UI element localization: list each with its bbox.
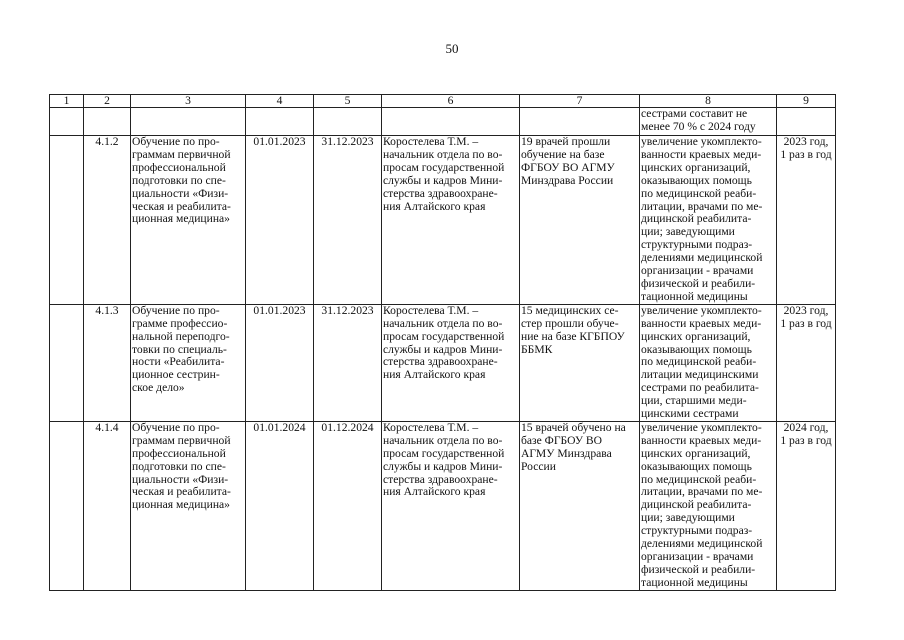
text-line: тационной медицины (641, 575, 748, 589)
responsible-cell (382, 136, 520, 305)
text-line: России (521, 459, 556, 473)
table-cell (50, 304, 84, 421)
text-line: 19 врачей прошли (521, 135, 611, 148)
table-row (50, 136, 836, 305)
text-line: службы и кадров Мини- (383, 342, 503, 356)
text-line: увеличение укомплекто- (641, 421, 762, 434)
text-line: дицинской реабилита- (641, 498, 752, 512)
text-line: оказывающих помощь (641, 173, 752, 187)
text-line: профессиональной (132, 446, 226, 460)
table-row (50, 421, 836, 590)
table-cell (50, 108, 84, 136)
text-line: подготовки по спе- (132, 173, 226, 187)
text-line: ции, старшими меди- (641, 394, 747, 408)
result-cell (520, 421, 640, 590)
continuation-row (50, 108, 836, 136)
column-header: 1 (50, 95, 84, 108)
text-line: 2024 год, (783, 421, 829, 434)
text-line: ББМК (521, 342, 553, 356)
column-header: 9 (777, 95, 836, 108)
text-line: стерства здравоохране- (383, 186, 498, 200)
column-header: 2 (84, 95, 131, 108)
text-line: 1 раз в год (780, 316, 832, 330)
activity-name-cell (131, 136, 246, 305)
text-line: литации, врачами по ме- (641, 199, 763, 213)
text-line: оказывающих помощь (641, 342, 752, 356)
text-line: товки по специаль- (132, 342, 227, 356)
table-cell (84, 108, 131, 136)
text-line: Обучение по про- (132, 421, 220, 434)
text-line: службы и кадров Мини- (383, 173, 503, 187)
period-cell (777, 136, 836, 305)
table-cell (777, 108, 836, 136)
text-line: ческая и реабилита- (132, 485, 231, 499)
text-line: 2023 год, (783, 304, 829, 317)
text-line: Коростелева Т.М. – (383, 304, 479, 317)
activity-name-cell (131, 421, 246, 590)
table-cell (131, 108, 246, 136)
column-header: 8 (640, 95, 777, 108)
text-line: 1 раз в год (780, 147, 832, 161)
text-line: ванности краевых меди- (641, 316, 762, 330)
text-line: организации - врачами (641, 550, 754, 563)
text-line: структурными подраз- (641, 238, 753, 252)
text-line: цинских организаций, (641, 329, 751, 343)
activity-plan-table (49, 94, 836, 591)
text-line: оказывающих помощь (641, 459, 752, 473)
table-row (50, 304, 836, 421)
text-line: просам государственной (383, 160, 505, 174)
page-number: 50 (445, 41, 459, 56)
text-line: стерства здравоохране- (383, 355, 498, 369)
item-number: 4.1.4 (84, 421, 131, 590)
text-line: подготовки по спе- (132, 459, 226, 473)
text-line: литации, врачами по ме- (641, 485, 763, 499)
text-line: Коростелева Т.М. – (383, 135, 479, 148)
table-cell (314, 108, 382, 136)
text-line: профессиональной (132, 160, 226, 174)
text-line: Обучение по про- (132, 304, 220, 317)
text-line: сестрами составит не (641, 107, 748, 120)
text-line: начальник отдела по во- (383, 433, 503, 447)
text-line: литации медицинскими (641, 368, 759, 382)
text-line: сестрами по реабилита- (641, 381, 759, 395)
text-line: ционное сестрин- (132, 368, 220, 382)
start-date: 01.01.2023 (246, 136, 314, 305)
text-line: граммам первичной (132, 147, 231, 161)
text-line: дицинской реабилита- (641, 212, 752, 226)
text-line: ции; заведующими (641, 511, 735, 525)
text-line: ние на базе КГБПОУ (521, 329, 625, 343)
header-row (50, 95, 836, 108)
text-line: по медицинской реаби- (641, 355, 757, 369)
text-line: циальности «Физи- (132, 472, 229, 486)
end-date: 31.12.2023 (314, 304, 382, 421)
effect-cell (640, 108, 777, 136)
result-cell (520, 304, 640, 421)
text-line: обучение на базе (521, 147, 605, 161)
text-line: по медицинской реаби- (641, 472, 757, 486)
text-line: начальник отдела по во- (383, 316, 503, 330)
text-line: организации - врачами (641, 264, 754, 278)
text-line: ности «Реабилита- (132, 355, 225, 369)
text-line: просам государственной (383, 446, 505, 460)
text-line: ния Алтайского края (383, 485, 486, 499)
period-cell (777, 304, 836, 421)
text-line: ФГБОУ ВО АГМУ (521, 160, 615, 174)
item-number: 4.1.2 (84, 136, 131, 305)
text-line: физической и реабили- (641, 276, 756, 290)
start-date: 01.01.2024 (246, 421, 314, 590)
text-line: ванности краевых меди- (641, 433, 762, 447)
column-header: 3 (131, 95, 246, 108)
text-line: грамме профессио- (132, 316, 228, 330)
text-line: Обучение по про- (132, 135, 220, 148)
text-line: начальник отдела по во- (383, 147, 503, 161)
activity-name-cell (131, 304, 246, 421)
text-line: структурными подраз- (641, 524, 753, 538)
text-line: граммам первичной (132, 433, 231, 447)
text-line: ционная медицина» (132, 498, 230, 512)
text-line: службы и кадров Мини- (383, 459, 503, 473)
effect-cell (640, 136, 777, 305)
text-line: циальности «Физи- (132, 186, 229, 200)
text-line: ческая и реабилита- (132, 199, 231, 213)
text-line: делениями медицинской (641, 537, 763, 551)
period-cell (777, 421, 836, 590)
column-header: 6 (382, 95, 520, 108)
text-line: нальной переподго- (132, 329, 230, 343)
end-date: 31.12.2023 (314, 136, 382, 305)
text-line: стер прошли обуче- (521, 316, 619, 330)
text-line: тационной медицины (641, 289, 748, 303)
text-line: 15 врачей обучено на (521, 421, 626, 434)
table-cell (50, 136, 84, 305)
text-line: ское дело» (132, 381, 185, 395)
text-line: ния Алтайского края (383, 199, 486, 213)
text-line: АГМУ Минздрава (521, 446, 612, 460)
text-line: физической и реабили- (641, 562, 756, 576)
text-line: увеличение укомплекто- (641, 135, 762, 148)
text-line: ванности краевых меди- (641, 147, 762, 161)
text-line: цинскими сестрами (641, 407, 739, 421)
text-line: ния Алтайского края (383, 368, 486, 382)
result-cell (520, 136, 640, 305)
effect-cell (640, 421, 777, 590)
text-line: Минздрава России (521, 173, 614, 187)
text-line: ционная медицина» (132, 212, 230, 226)
text-line: цинских организаций, (641, 446, 751, 460)
responsible-cell (382, 304, 520, 421)
text-line: просам государственной (383, 329, 505, 343)
effect-cell (640, 304, 777, 421)
text-line: цинских организаций, (641, 160, 751, 174)
text-line: Коростелева Т.М. – (383, 421, 479, 434)
text-line: 15 медицинских се- (521, 304, 619, 317)
text-line: базе ФГБОУ ВО (521, 433, 603, 447)
text-line: 2023 год, (783, 135, 829, 148)
end-date: 01.12.2024 (314, 421, 382, 590)
start-date: 01.01.2023 (246, 304, 314, 421)
text-line: 1 раз в год (780, 433, 832, 447)
table-cell (50, 421, 84, 590)
responsible-cell (382, 421, 520, 590)
text-line: по медицинской реаби- (641, 186, 757, 200)
table-cell (246, 108, 314, 136)
item-number: 4.1.3 (84, 304, 131, 421)
text-line: менее 70 % с 2024 году (641, 119, 756, 133)
text-line: увеличение укомплекто- (641, 304, 762, 317)
column-header: 5 (314, 95, 382, 108)
column-header: 4 (246, 95, 314, 108)
text-line: стерства здравоохране- (383, 472, 498, 486)
table-cell (520, 108, 640, 136)
text-line: ции; заведующими (641, 225, 735, 239)
table-cell (382, 108, 520, 136)
text-line: делениями медицинской (641, 251, 763, 265)
column-header: 7 (520, 95, 640, 108)
